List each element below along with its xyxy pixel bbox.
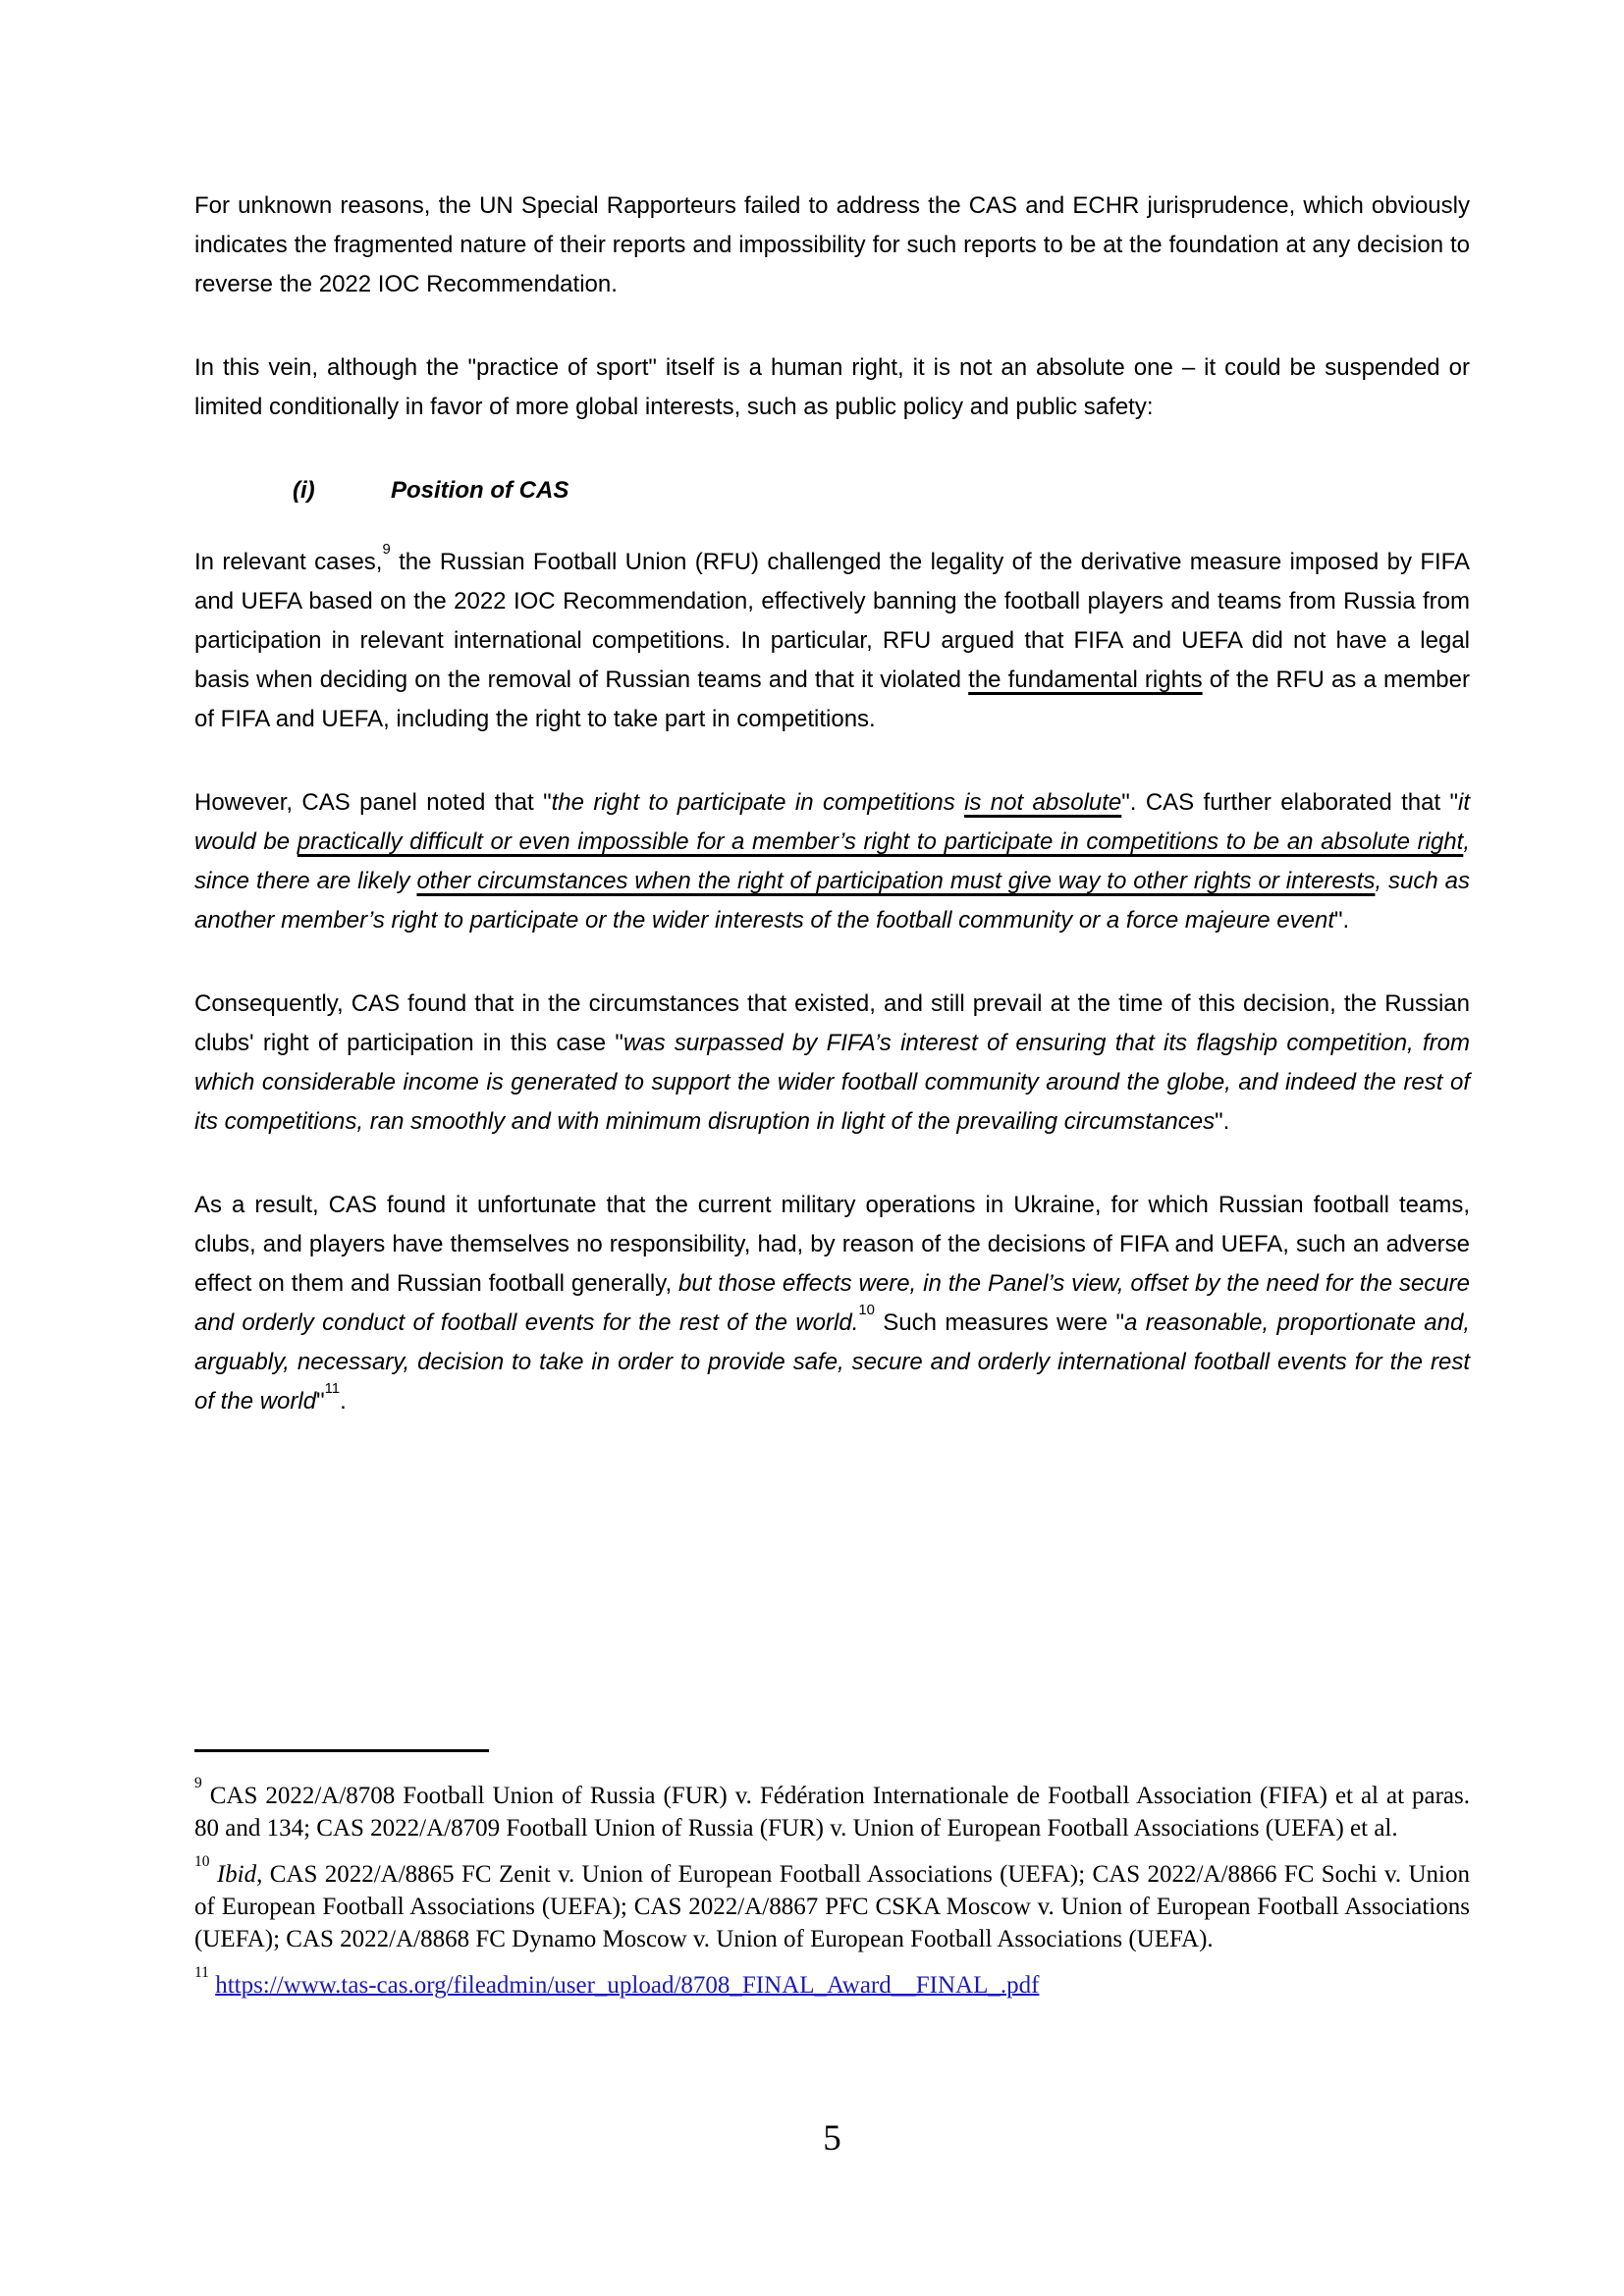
footnote — [194, 1963, 1470, 2002]
text-run: a reasonable, proportionate and, arguably, necessary, decision to take in order to provide safe, secure and orderly international football events for the rest of the world — [194, 1309, 1471, 1415]
text-run: practically difficult or even impossible for a member’s right to participate in competitions to be an absolute right — [297, 828, 1464, 855]
text-run: other circumstances when the right of participation must give way to other rights or interests — [416, 868, 1376, 894]
text-run: CAS 2022/A/8708 Football Union of Russia (FUR) v. Fédération Internationale de Football Association (FIFA) et al at paras. 80 and 134; CAS 2022/A/8709 Football Union of Russia (FUR) v. Union of European Football Associations (UEFA) et al. — [194, 1783, 1470, 1842]
footnote-number: 9 — [194, 1774, 202, 1791]
text-run: but those effects were, in the Panel’s view, offset by the need for the secure and orderly conduct of football events for the rest of the world. — [194, 1270, 1470, 1336]
section-heading-title: Position of CAS — [391, 477, 569, 504]
text-run: For unknown reasons, the UN Special Rapporteurs failed to address the CAS and ECHR jurisprudence, which obviously indicates the fragmented nature of their reports and impossibility for such reports to be at the foundation at any decision to reverse the 2022 IOC Recommendation. — [194, 192, 1470, 297]
text-run: In this vein, although the "practice of sport" itself is a human right, it is not an absolute one – it could be suspended or limited conditionally in favor of more global interests, such as public policy and public safety: — [194, 354, 1470, 420]
text-run: In relevant cases, — [194, 549, 383, 575]
footnote-number: 10 — [194, 1852, 210, 1870]
page-number: 5 — [823, 2118, 841, 2159]
footnote — [194, 1774, 1470, 1844]
text-run: ". — [1215, 1108, 1230, 1135]
text-run: Such measures were " — [874, 1309, 1124, 1336]
text-run: the fundamental rights — [968, 667, 1203, 693]
text-run: it would be — [194, 789, 1471, 855]
footnotes — [194, 1774, 1471, 2002]
paragraph — [194, 543, 1470, 739]
paragraph — [194, 985, 1470, 1142]
text-run: of the RFU as a member of FIFA and UEFA, including the right to take part in competitions. — [194, 667, 1470, 732]
document-body — [194, 187, 1470, 1466]
paragraph — [194, 783, 1470, 940]
text-run: , such as another member’s right to participate or the wider interests of the football community or a force majeure event — [194, 868, 1471, 934]
footnote-area — [194, 1749, 1470, 2015]
text-run: the Russian Football Union (RFU) challenged the legality of the derivative measure imposed by FIFA and UEFA based on the 2022 IOC Recommendation, effectively banning the football players and teams from Russia from participation in relevant international competitions. In particular, RFU argued that FIFA and UEFA did not have a legal basis when deciding on the removal of Russian teams and that it violated — [194, 549, 1470, 693]
footnote-ref: 10 — [858, 1303, 875, 1319]
footnote-link[interactable]: https://www.tas-cas.org/fileadmin/user_upload/8708_FINAL_Award__FINAL_.pdf — [215, 1972, 1040, 1999]
footnote — [194, 1852, 1471, 1955]
paragraph — [194, 348, 1470, 427]
text-run: was surpassed by FIFA’s interest of ensuring that its flagship competition, from which considerable income is generated to support the wider football community around the globe, and indeed the rest of its competitions, ran smoothly and with minimum disruption in light of the prevailing circumstances — [194, 1030, 1471, 1135]
footnote-ref: 9 — [382, 542, 391, 559]
text-run: However, CAS panel noted that " — [194, 789, 552, 816]
text-run: Consequently, CAS found that in the circumstances that existed, and still prevail at the time of this decision, the Russian clubs' right of participation in this case " — [194, 990, 1470, 1056]
text-run: " — [316, 1388, 325, 1415]
footnote-number: 11 — [194, 1963, 209, 1981]
text-run: , CAS 2022/A/8865 FC Zenit v. Union of European Football Associations (UEFA); CAS 2022/A/8866 FC Sochi v. Union of European Football Associations (UEFA); CAS 2022/A/8867 PFC CSKA Moscow v. Union of European Football Associations (UEFA); CAS 2022/A/8868 FC Dynamo Moscow v. Union of European Football Associations (UEFA). — [194, 1861, 1471, 1952]
paragraph — [194, 187, 1470, 304]
paragraph — [194, 1186, 1470, 1421]
footnote-separator — [194, 1749, 489, 1752]
text-run: the right to participate in competitions — [551, 789, 965, 816]
text-run: ". CAS further elaborated that " — [1121, 789, 1459, 816]
text-run: is not absolute — [964, 789, 1122, 816]
footnote-ref: 11 — [324, 1381, 341, 1398]
section-heading-number: (i) — [293, 477, 315, 504]
text-run: , since there are likely — [194, 828, 1470, 894]
text-run: . — [340, 1388, 347, 1415]
section-heading — [194, 471, 1470, 510]
text-run: As a result, CAS found it unfortunate that the current military operations in Ukraine, for which Russian football teams, clubs, and players have themselves no responsibility, had, by reason of the decisions of FIFA and UEFA, such an adverse effect on them and Russian football generally, — [194, 1192, 1470, 1297]
text-run — [210, 1861, 217, 1888]
text-run: ". — [1334, 907, 1350, 934]
text-run: Ibid — [216, 1861, 257, 1888]
